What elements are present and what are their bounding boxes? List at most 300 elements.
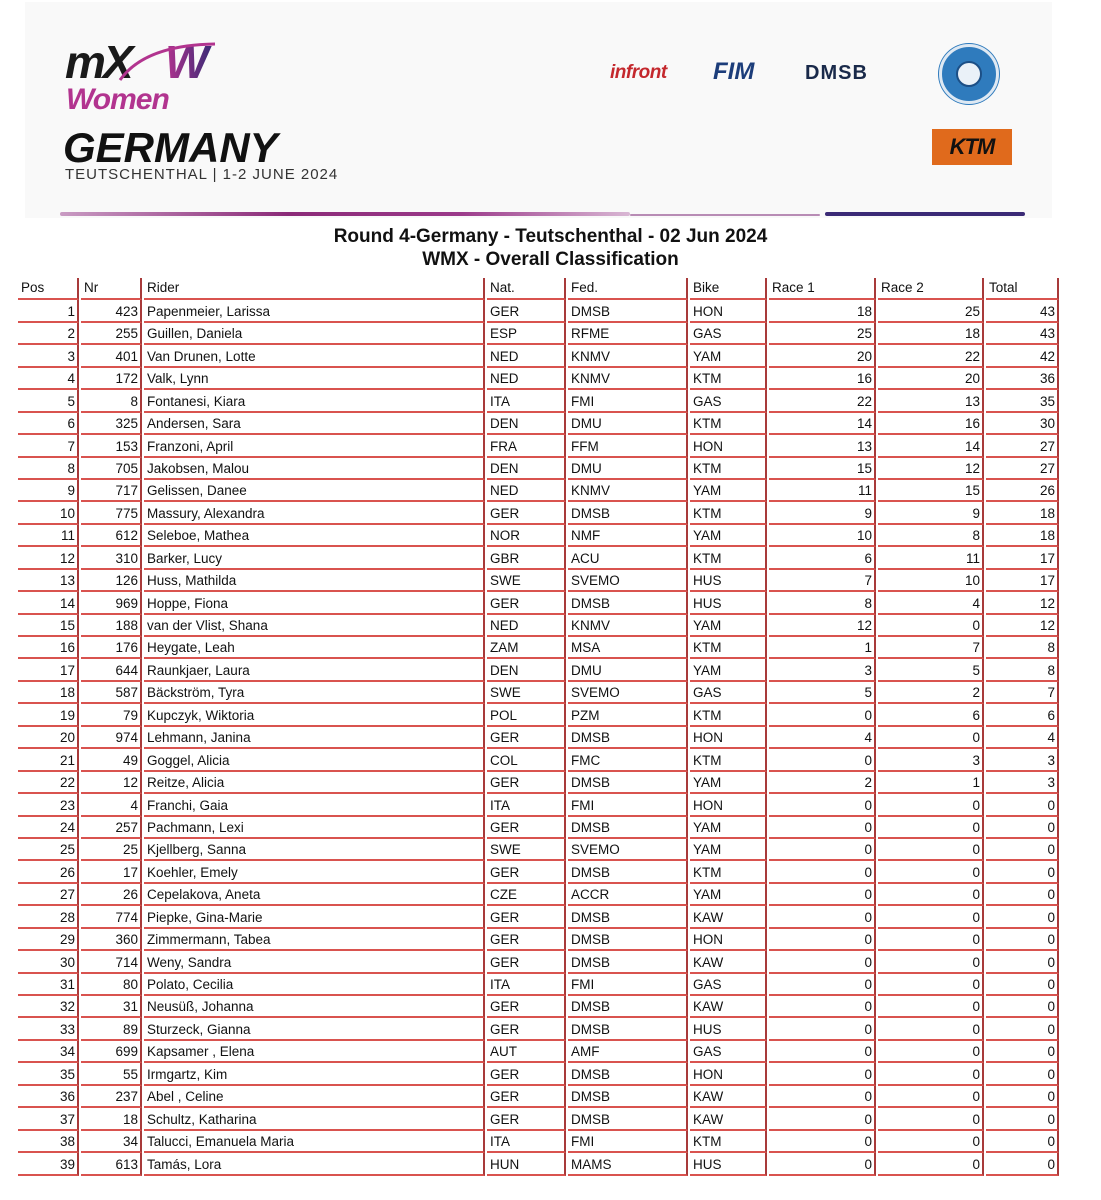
table-row	[18, 345, 1059, 367]
cell-rider: Polato, Cecilia	[144, 974, 485, 996]
cell-pos: 5	[18, 390, 79, 412]
cell-total: 0	[986, 1018, 1059, 1040]
cell-fed: ACU	[568, 547, 688, 569]
cell-race1: 0	[769, 704, 876, 726]
cell-rider: Piepke, Gina-Marie	[144, 906, 485, 928]
cell-pos: 8	[18, 458, 79, 480]
cell-nat: NED	[487, 480, 566, 502]
table-row	[18, 1131, 1059, 1153]
cell-total: 0	[986, 1086, 1059, 1108]
cell-total: 8	[986, 637, 1059, 659]
cell-pos: 27	[18, 884, 79, 906]
cell-race1: 0	[769, 817, 876, 839]
cell-fed: KNMV	[568, 480, 688, 502]
col-header-race1: Race 1	[769, 278, 876, 300]
cell-bike: YAM	[690, 480, 767, 502]
cell-pos: 12	[18, 547, 79, 569]
cell-fed: ACCR	[568, 884, 688, 906]
table-row	[18, 1063, 1059, 1085]
cell-race2: 0	[878, 1063, 984, 1085]
cell-nat: AUT	[487, 1041, 566, 1063]
cell-race1: 0	[769, 996, 876, 1018]
cell-total: 18	[986, 502, 1059, 524]
cell-race2: 2	[878, 682, 984, 704]
cell-nat: GER	[487, 1018, 566, 1040]
cell-rider: Neusüß, Johanna	[144, 996, 485, 1018]
cell-total: 8	[986, 659, 1059, 681]
cell-rider: Bäckström, Tyra	[144, 682, 485, 704]
cell-race1: 16	[769, 368, 876, 390]
cell-nr: 974	[81, 727, 142, 749]
cell-pos: 21	[18, 749, 79, 771]
cell-nat: ITA	[487, 1131, 566, 1153]
cell-nr: 49	[81, 749, 142, 771]
table-row	[18, 974, 1059, 996]
table-row	[18, 839, 1059, 861]
results-body	[18, 300, 1059, 1175]
cell-pos: 29	[18, 929, 79, 951]
cell-pos: 19	[18, 704, 79, 726]
cell-bike: YAM	[690, 659, 767, 681]
cell-fed: FMI	[568, 794, 688, 816]
cell-nr: 31	[81, 996, 142, 1018]
cell-total: 0	[986, 1041, 1059, 1063]
cell-race1: 0	[769, 861, 876, 883]
cell-nr: 153	[81, 435, 142, 457]
cell-race1: 8	[769, 592, 876, 614]
cell-race1: 9	[769, 502, 876, 524]
cell-fed: DMSB	[568, 1108, 688, 1130]
cell-fed: DMSB	[568, 1018, 688, 1040]
cell-rider: Koehler, Emely	[144, 861, 485, 883]
table-row	[18, 929, 1059, 951]
event-country: GERMANY	[63, 124, 278, 171]
cell-total: 0	[986, 929, 1059, 951]
cell-bike: YAM	[690, 525, 767, 547]
cell-race1: 0	[769, 929, 876, 951]
table-row	[18, 749, 1059, 771]
cell-nr: 12	[81, 772, 142, 794]
cell-rider: Heygate, Leah	[144, 637, 485, 659]
cell-race1: 0	[769, 951, 876, 973]
cell-nr: 8	[81, 390, 142, 412]
cell-race2: 20	[878, 368, 984, 390]
cell-race1: 0	[769, 1153, 876, 1175]
cell-bike: GAS	[690, 390, 767, 412]
cell-race1: 0	[769, 794, 876, 816]
cell-race1: 2	[769, 772, 876, 794]
cell-pos: 37	[18, 1108, 79, 1130]
cell-nat: SWE	[487, 839, 566, 861]
cell-bike: GAS	[690, 1041, 767, 1063]
cell-total: 12	[986, 615, 1059, 637]
table-row	[18, 727, 1059, 749]
cell-rider: Guillen, Daniela	[144, 323, 485, 345]
cell-bike: HUS	[690, 1018, 767, 1040]
cell-race2: 0	[878, 974, 984, 996]
cell-race2: 0	[878, 1086, 984, 1108]
cell-bike: HON	[690, 727, 767, 749]
ktm-logo: KTM	[932, 129, 1012, 165]
table-row	[18, 458, 1059, 480]
cell-total: 36	[986, 368, 1059, 390]
col-header-total: Total	[986, 278, 1059, 300]
cell-bike: HON	[690, 929, 767, 951]
table-row	[18, 906, 1059, 928]
cell-bike: KAW	[690, 996, 767, 1018]
cell-total: 18	[986, 525, 1059, 547]
cell-pos: 24	[18, 817, 79, 839]
col-header-rider: Rider	[144, 278, 485, 300]
cell-total: 0	[986, 861, 1059, 883]
table-row	[18, 884, 1059, 906]
cell-race1: 11	[769, 480, 876, 502]
document-subtitle: WMX - Overall Classification	[422, 249, 679, 270]
table-row	[18, 1041, 1059, 1063]
cell-race1: 22	[769, 390, 876, 412]
cell-total: 7	[986, 682, 1059, 704]
table-row	[18, 435, 1059, 457]
cell-rider: Jakobsen, Malou	[144, 458, 485, 480]
table-row	[18, 772, 1059, 794]
cell-bike: YAM	[690, 772, 767, 794]
cell-total: 26	[986, 480, 1059, 502]
cell-race2: 4	[878, 592, 984, 614]
cell-fed: FMI	[568, 974, 688, 996]
cell-race1: 5	[769, 682, 876, 704]
table-row	[18, 1086, 1059, 1108]
cell-pos: 16	[18, 637, 79, 659]
cell-nat: ZAM	[487, 637, 566, 659]
cell-bike: GAS	[690, 682, 767, 704]
cell-nr: 89	[81, 1018, 142, 1040]
cell-total: 35	[986, 390, 1059, 412]
cell-nat: GER	[487, 1086, 566, 1108]
cell-pos: 25	[18, 839, 79, 861]
document-title: Round 4-Germany - Teutschenthal - 02 Jun 2024	[333, 226, 768, 247]
cell-bike: YAM	[690, 345, 767, 367]
cell-nr: 717	[81, 480, 142, 502]
cell-nr: 325	[81, 413, 142, 435]
cell-pos: 18	[18, 682, 79, 704]
cell-total: 4	[986, 727, 1059, 749]
cell-fed: DMU	[568, 413, 688, 435]
cell-fed: NMF	[568, 525, 688, 547]
cell-race2: 6	[878, 704, 984, 726]
cell-race2: 25	[878, 300, 984, 322]
cell-total: 0	[986, 1153, 1059, 1175]
cell-race1: 10	[769, 525, 876, 547]
cell-nr: 4	[81, 794, 142, 816]
event-banner	[25, 2, 1052, 218]
cell-race2: 0	[878, 1131, 984, 1153]
cell-race1: 0	[769, 839, 876, 861]
cell-race2: 3	[878, 749, 984, 771]
cell-nat: GER	[487, 592, 566, 614]
cell-rider: Reitze, Alicia	[144, 772, 485, 794]
cell-race2: 5	[878, 659, 984, 681]
cell-bike: KTM	[690, 704, 767, 726]
cell-bike: KAW	[690, 906, 767, 928]
table-row	[18, 592, 1059, 614]
cell-total: 17	[986, 570, 1059, 592]
cell-nat: GER	[487, 300, 566, 322]
cell-pos: 32	[18, 996, 79, 1018]
cell-race2: 16	[878, 413, 984, 435]
cell-rider: Huss, Mathilda	[144, 570, 485, 592]
cell-bike: HUS	[690, 570, 767, 592]
cell-bike: HUS	[690, 1153, 767, 1175]
table-row	[18, 413, 1059, 435]
cell-fed: DMSB	[568, 1086, 688, 1108]
cell-nr: 257	[81, 817, 142, 839]
cell-fed: SVEMO	[568, 570, 688, 592]
cell-bike: KTM	[690, 861, 767, 883]
cell-total: 0	[986, 974, 1059, 996]
cell-pos: 14	[18, 592, 79, 614]
cell-total: 12	[986, 592, 1059, 614]
cell-bike: KTM	[690, 637, 767, 659]
table-row	[18, 390, 1059, 412]
cell-bike: HON	[690, 1063, 767, 1085]
cell-rider: Cepelakova, Aneta	[144, 884, 485, 906]
cell-race1: 0	[769, 1108, 876, 1130]
cell-race1: 0	[769, 1041, 876, 1063]
cell-race2: 0	[878, 996, 984, 1018]
cell-total: 3	[986, 772, 1059, 794]
cell-nr: 34	[81, 1131, 142, 1153]
cell-total: 3	[986, 749, 1059, 771]
cell-bike: KAW	[690, 1086, 767, 1108]
cell-total: 0	[986, 996, 1059, 1018]
cell-nr: 55	[81, 1063, 142, 1085]
cell-nr: 423	[81, 300, 142, 322]
table-row	[18, 547, 1059, 569]
cell-bike: HON	[690, 300, 767, 322]
cell-fed: DMSB	[568, 951, 688, 973]
cell-bike: YAM	[690, 839, 767, 861]
cell-rider: Van Drunen, Lotte	[144, 345, 485, 367]
table-row	[18, 794, 1059, 816]
cell-pos: 6	[18, 413, 79, 435]
col-header-fed: Fed.	[568, 278, 688, 300]
cell-nr: 126	[81, 570, 142, 592]
cell-pos: 13	[18, 570, 79, 592]
cell-pos: 7	[18, 435, 79, 457]
table-row	[18, 1153, 1059, 1175]
cell-rider: Franzoni, April	[144, 435, 485, 457]
cell-rider: Kjellberg, Sanna	[144, 839, 485, 861]
table-row	[18, 480, 1059, 502]
cell-race2: 11	[878, 547, 984, 569]
cell-race2: 0	[878, 906, 984, 928]
table-row	[18, 368, 1059, 390]
cell-total: 0	[986, 817, 1059, 839]
cell-nr: 237	[81, 1086, 142, 1108]
cell-fed: DMSB	[568, 929, 688, 951]
cell-bike: KTM	[690, 458, 767, 480]
cell-nr: 613	[81, 1153, 142, 1175]
cell-rider: Pachmann, Lexi	[144, 817, 485, 839]
col-header-pos: Pos	[18, 278, 79, 300]
cell-race2: 12	[878, 458, 984, 480]
cell-rider: Sturzeck, Gianna	[144, 1018, 485, 1040]
cell-pos: 2	[18, 323, 79, 345]
table-row	[18, 502, 1059, 524]
cell-fed: DMSB	[568, 906, 688, 928]
decorative-stripe	[630, 214, 820, 216]
cell-nat: COL	[487, 749, 566, 771]
cell-rider: Seleboe, Mathea	[144, 525, 485, 547]
cell-race2: 18	[878, 323, 984, 345]
cell-total: 27	[986, 435, 1059, 457]
svg-text:mX: mX	[65, 40, 131, 82]
cell-race2: 8	[878, 525, 984, 547]
cell-nat: SWE	[487, 682, 566, 704]
cell-pos: 22	[18, 772, 79, 794]
cell-race1: 14	[769, 413, 876, 435]
cell-race2: 0	[878, 1018, 984, 1040]
cell-rider: Kupczyk, Wiktoria	[144, 704, 485, 726]
club-emblem-icon	[939, 44, 999, 104]
cell-bike: KTM	[690, 368, 767, 390]
cell-pos: 11	[18, 525, 79, 547]
cell-race2: 9	[878, 502, 984, 524]
cell-fed: DMSB	[568, 1063, 688, 1085]
cell-nr: 714	[81, 951, 142, 973]
col-header-nr: Nr	[81, 278, 142, 300]
cell-nat: GER	[487, 951, 566, 973]
cell-fed: DMSB	[568, 592, 688, 614]
cell-total: 0	[986, 1063, 1059, 1085]
cell-nat: FRA	[487, 435, 566, 457]
cell-nat: NED	[487, 345, 566, 367]
cell-rider: Kapsamer , Elena	[144, 1041, 485, 1063]
cell-rider: Lehmann, Janina	[144, 727, 485, 749]
mxw-logo-icon	[65, 40, 245, 82]
cell-nr: 774	[81, 906, 142, 928]
cell-race2: 0	[878, 929, 984, 951]
cell-race2: 0	[878, 1108, 984, 1130]
cell-nr: 17	[81, 861, 142, 883]
cell-nat: SWE	[487, 570, 566, 592]
cell-race2: 15	[878, 480, 984, 502]
cell-rider: Goggel, Alicia	[144, 749, 485, 771]
cell-total: 43	[986, 300, 1059, 322]
results-table	[16, 278, 1061, 1176]
cell-bike: KTM	[690, 749, 767, 771]
cell-fed: DMU	[568, 659, 688, 681]
cell-nr: 612	[81, 525, 142, 547]
cell-rider: Hoppe, Fiona	[144, 592, 485, 614]
cell-pos: 1	[18, 300, 79, 322]
col-header-race2: Race 2	[878, 278, 984, 300]
fim-logo: FIM	[713, 58, 755, 85]
cell-race2: 0	[878, 1041, 984, 1063]
cell-pos: 26	[18, 861, 79, 883]
cell-nat: DEN	[487, 413, 566, 435]
cell-pos: 38	[18, 1131, 79, 1153]
cell-fed: DMSB	[568, 772, 688, 794]
cell-rider: Massury, Alexandra	[144, 502, 485, 524]
cell-bike: HUS	[690, 592, 767, 614]
cell-total: 43	[986, 323, 1059, 345]
cell-pos: 15	[18, 615, 79, 637]
cell-fed: MAMS	[568, 1153, 688, 1175]
cell-nr: 587	[81, 682, 142, 704]
cell-race1: 20	[769, 345, 876, 367]
cell-rider: van der Vlist, Shana	[144, 615, 485, 637]
cell-total: 0	[986, 794, 1059, 816]
cell-bike: KTM	[690, 547, 767, 569]
cell-nat: ITA	[487, 974, 566, 996]
cell-rider: Valk, Lynn	[144, 368, 485, 390]
cell-bike: HON	[690, 435, 767, 457]
cell-race1: 0	[769, 1063, 876, 1085]
cell-nr: 172	[81, 368, 142, 390]
cell-nr: 80	[81, 974, 142, 996]
cell-fed: SVEMO	[568, 839, 688, 861]
cell-fed: DMSB	[568, 817, 688, 839]
table-row	[18, 300, 1059, 322]
cell-race1: 0	[769, 884, 876, 906]
cell-nat: POL	[487, 704, 566, 726]
cell-total: 17	[986, 547, 1059, 569]
infront-logo: infront	[610, 62, 667, 83]
cell-race1: 12	[769, 615, 876, 637]
table-row	[18, 996, 1059, 1018]
cell-fed: RFME	[568, 323, 688, 345]
cell-pos: 17	[18, 659, 79, 681]
cell-fed: KNMV	[568, 615, 688, 637]
cell-total: 30	[986, 413, 1059, 435]
cell-race1: 3	[769, 659, 876, 681]
cell-pos: 30	[18, 951, 79, 973]
cell-fed: PZM	[568, 704, 688, 726]
cell-fed: SVEMO	[568, 682, 688, 704]
cell-race1: 6	[769, 547, 876, 569]
cell-nat: GER	[487, 1108, 566, 1130]
cell-nat: NED	[487, 368, 566, 390]
cell-nat: ITA	[487, 794, 566, 816]
cell-race2: 0	[878, 615, 984, 637]
cell-nr: 969	[81, 592, 142, 614]
cell-nat: CZE	[487, 884, 566, 906]
cell-race2: 0	[878, 817, 984, 839]
cell-total: 6	[986, 704, 1059, 726]
cell-race1: 25	[769, 323, 876, 345]
cell-race1: 4	[769, 727, 876, 749]
cell-bike: GAS	[690, 974, 767, 996]
cell-total: 0	[986, 839, 1059, 861]
cell-nat: GER	[487, 996, 566, 1018]
cell-fed: KNMV	[568, 345, 688, 367]
cell-race2: 1	[878, 772, 984, 794]
table-row	[18, 682, 1059, 704]
cell-race2: 0	[878, 1153, 984, 1175]
cell-nat: GER	[487, 727, 566, 749]
cell-total: 0	[986, 1131, 1059, 1153]
table-row	[18, 1108, 1059, 1130]
cell-nr: 188	[81, 615, 142, 637]
cell-nr: 255	[81, 323, 142, 345]
cell-rider: Barker, Lucy	[144, 547, 485, 569]
cell-pos: 10	[18, 502, 79, 524]
women-logo-text: Women	[66, 83, 169, 116]
table-row	[18, 637, 1059, 659]
cell-total: 0	[986, 1108, 1059, 1130]
cell-fed: DMSB	[568, 996, 688, 1018]
